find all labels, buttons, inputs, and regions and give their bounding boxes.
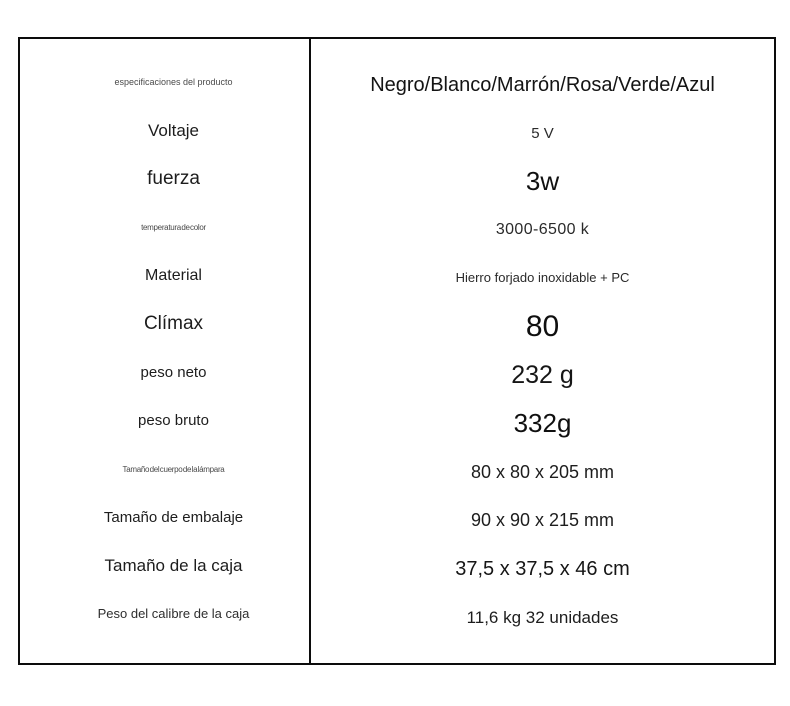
spec-label: Tamaño de la caja <box>104 556 243 576</box>
spec-value-cell <box>311 400 774 448</box>
spec-value: 37,5 x 37,5 x 46 cm <box>455 557 630 580</box>
spec-row <box>20 397 774 445</box>
spec-row <box>20 155 774 203</box>
spec-label-cell <box>20 300 309 348</box>
spec-row <box>20 542 774 590</box>
spec-label-cell <box>20 106 309 154</box>
spec-value: 80 <box>525 309 560 343</box>
spec-label: especificaciones del producto <box>114 77 233 88</box>
spec-label-cell <box>20 203 309 251</box>
spec-value: 3w <box>525 166 560 197</box>
spec-value-cell <box>311 206 774 254</box>
spec-label: temperatura de color <box>141 222 206 232</box>
spec-value: 5 V <box>531 124 554 142</box>
spec-label: Peso del calibre de la caja <box>97 606 250 622</box>
spec-label-cell <box>20 252 309 300</box>
spec-value-cell <box>311 448 774 496</box>
spec-value-cell <box>311 158 774 206</box>
spec-value: 90 x 90 x 215 mm <box>470 510 615 531</box>
spec-value: 232 g <box>511 361 574 390</box>
spec-label: Voltaje <box>147 120 200 140</box>
spec-label: Material <box>145 266 202 284</box>
spec-label-cell <box>20 397 309 445</box>
spec-label: Tamaño de embalaje <box>103 509 244 527</box>
spec-row <box>20 590 774 638</box>
spec-label: peso neto <box>140 363 207 381</box>
spec-label: peso bruto <box>138 412 209 430</box>
spec-label-cell <box>20 348 309 396</box>
spec-value-cell <box>311 61 774 109</box>
spec-value: Negro/Blanco/Marrón/Rosa/Verde/Azul <box>370 73 715 96</box>
spec-label-cell <box>20 590 309 638</box>
spec-label-cell <box>20 58 309 106</box>
spec-row <box>20 300 774 348</box>
spec-row <box>20 445 774 493</box>
spec-row <box>20 348 774 396</box>
spec-value-cell <box>311 109 774 157</box>
spec-value: Hierro forjado inoxidable + PC <box>455 270 630 286</box>
spec-value: 3000-6500 k <box>495 221 590 239</box>
spec-table-rows <box>20 58 774 639</box>
spec-row <box>20 58 774 106</box>
spec-label-cell <box>20 445 309 493</box>
spec-value: 11,6 kg 32 unidades <box>466 607 619 627</box>
spec-value-cell <box>311 303 774 351</box>
product-spec-sheet <box>18 37 776 665</box>
spec-label-cell <box>20 155 309 203</box>
spec-value-cell <box>311 545 774 593</box>
spec-row <box>20 203 774 251</box>
spec-row <box>20 252 774 300</box>
spec-label-cell <box>20 494 309 542</box>
spec-label: Tamaño del cuerpo de la lámpara <box>122 464 225 474</box>
spec-label-cell <box>20 542 309 590</box>
spec-value: 80 x 80 x 205 mm <box>470 461 615 482</box>
spec-label: fuerza <box>147 168 200 190</box>
spec-value-cell <box>311 497 774 545</box>
spec-value-cell <box>311 351 774 399</box>
spec-row <box>20 494 774 542</box>
spec-row <box>20 106 774 154</box>
spec-value-cell <box>311 255 774 303</box>
spec-value-cell <box>311 593 774 641</box>
spec-label: Clímax <box>143 313 204 335</box>
spec-value: 332g <box>513 407 572 438</box>
